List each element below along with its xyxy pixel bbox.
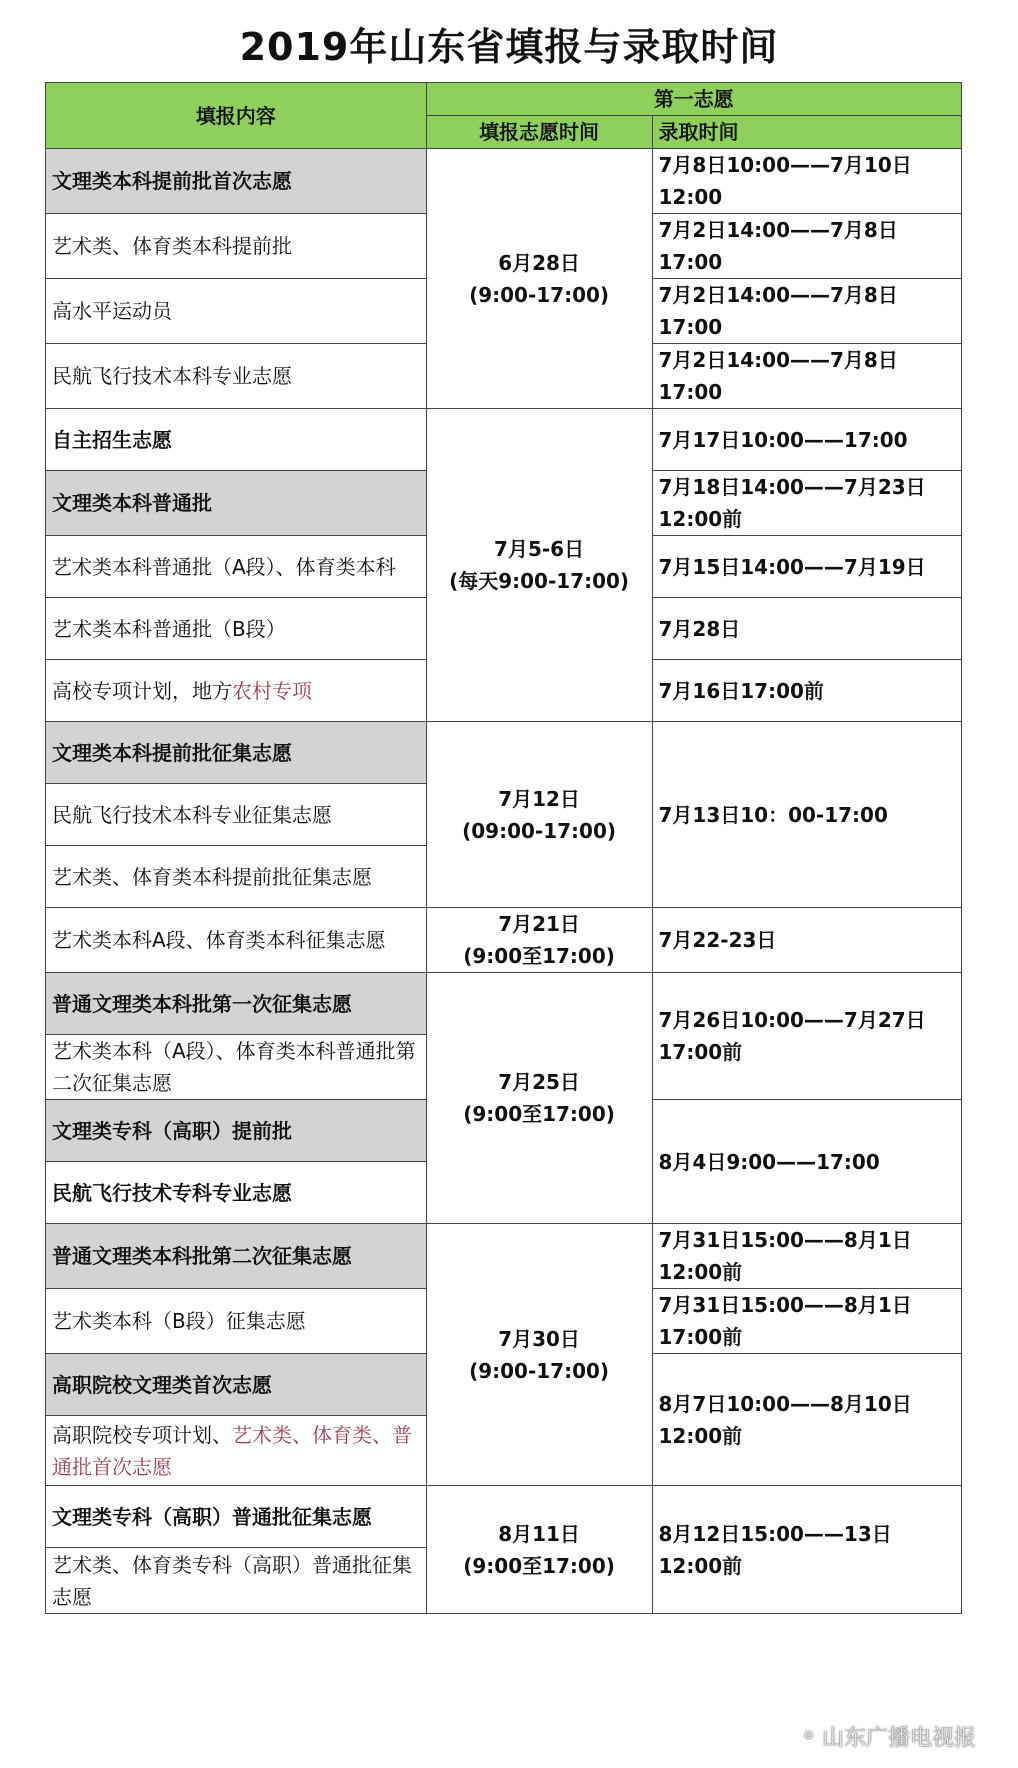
admit-time-cell: 7月2日14:00——7月8日17:00 xyxy=(652,279,961,344)
row-name: 艺术类、体育类本科提前批 xyxy=(46,214,427,279)
header-first-choice: 第一志愿 xyxy=(426,83,961,116)
admit-time-cell: 8月4日9:00——17:00 xyxy=(652,1100,961,1224)
fill-time-cell: 7月25日 (9:00至17:00) xyxy=(426,973,652,1224)
header-admit-time: 录取时间 xyxy=(652,116,961,149)
admit-time-cell: 8月12日15:00——13日12:00前 xyxy=(652,1486,961,1614)
fill-time-cell: 6月28日 (9:00-17:00) xyxy=(426,149,652,409)
fill-time-cell: 7月12日 (09:00-17:00) xyxy=(426,722,652,908)
row-name: 艺术类本科（A段）、体育类本科普通批第二次征集志愿 xyxy=(46,1035,427,1100)
admit-time-cell: 7月13日10：00-17:00 xyxy=(652,722,961,908)
row-name: 普通文理类本科批第二次征集志愿 xyxy=(46,1224,427,1289)
row-name: 高校专项计划，地方农村专项 xyxy=(46,660,427,722)
row-name: 文理类本科普通批 xyxy=(46,471,427,536)
header-content: 填报内容 xyxy=(46,83,427,149)
admit-time-cell: 7月2日14:00——7月8日17:00 xyxy=(652,344,961,409)
row-name: 高水平运动员 xyxy=(46,279,427,344)
page-title: 2019年山东省填报与录取时间 xyxy=(239,25,779,69)
row-name: 艺术类、体育类本科提前批征集志愿 xyxy=(46,846,427,908)
admit-time-cell: 7月17日10:00——17:00 xyxy=(652,409,961,471)
row-name: 民航飞行技术本科专业征集志愿 xyxy=(46,784,427,846)
watermark-text: 山东广播电视报 xyxy=(821,1726,976,1751)
row-name: 文理类本科提前批征集志愿 xyxy=(46,722,427,784)
admit-time-cell: 7月15日14:00——7月19日 xyxy=(652,536,961,598)
row-name: 民航飞行技术本科专业志愿 xyxy=(46,344,427,409)
row-name: 民航飞行技术专科专业志愿 xyxy=(46,1162,427,1224)
row-name: 文理类专科（高职）提前批 xyxy=(46,1100,427,1162)
row-name: 艺术类本科A段、体育类本科征集志愿 xyxy=(46,908,427,973)
fill-time-cell: 7月5-6日 (每天9:00-17:00) xyxy=(426,409,652,722)
admit-time-cell: 7月2日14:00——7月8日17:00 xyxy=(652,214,961,279)
wechat-icon: ⚬ xyxy=(799,1724,818,1749)
schedule-table xyxy=(45,82,962,1614)
row-name: 文理类本科提前批首次志愿 xyxy=(46,149,427,214)
admit-time-cell: 8月7日10:00——8月10日12:00前 xyxy=(652,1354,961,1486)
row-name: 艺术类本科（B段）征集志愿 xyxy=(46,1289,427,1354)
row-name: 艺术类本科普通批（A段）、体育类本科 xyxy=(46,536,427,598)
admit-time-cell: 7月26日10:00——7月27日17:00前 xyxy=(652,973,961,1100)
fill-time-cell: 7月30日 (9:00-17:00) xyxy=(426,1224,652,1486)
row-name: 普通文理类本科批第一次征集志愿 xyxy=(46,973,427,1035)
row-name: 艺术类、体育类专科（高职）普通批征集志愿 xyxy=(46,1548,427,1614)
row-name: 艺术类本科普通批（B段） xyxy=(46,598,427,660)
fill-time-cell: 7月21日 (9:00至17:00) xyxy=(426,908,652,973)
admit-time-cell: 7月18日14:00——7月23日12:00前 xyxy=(652,471,961,536)
admit-time-cell: 7月8日10:00——7月10日12:00 xyxy=(652,149,961,214)
row-name: 高职院校文理类首次志愿 xyxy=(46,1354,427,1416)
header-fill-time: 填报志愿时间 xyxy=(426,116,652,149)
watermark xyxy=(800,1721,976,1752)
admit-time-cell: 7月16日17:00前 xyxy=(652,660,961,722)
admit-time-cell: 7月28日 xyxy=(652,598,961,660)
admit-time-cell: 7月22-23日 xyxy=(652,908,961,973)
admit-time-cell: 7月31日15:00——8月1日17:00前 xyxy=(652,1289,961,1354)
admit-time-cell: 7月31日15:00——8月1日12:00前 xyxy=(652,1224,961,1289)
row-name: 文理类专科（高职）普通批征集志愿 xyxy=(46,1486,427,1548)
fill-time-cell: 8月11日 (9:00至17:00) xyxy=(426,1486,652,1614)
row-name: 自主招生志愿 xyxy=(46,409,427,471)
row-name: 高职院校专项计划、艺术类、体育类、普通批首次志愿 xyxy=(46,1416,427,1486)
